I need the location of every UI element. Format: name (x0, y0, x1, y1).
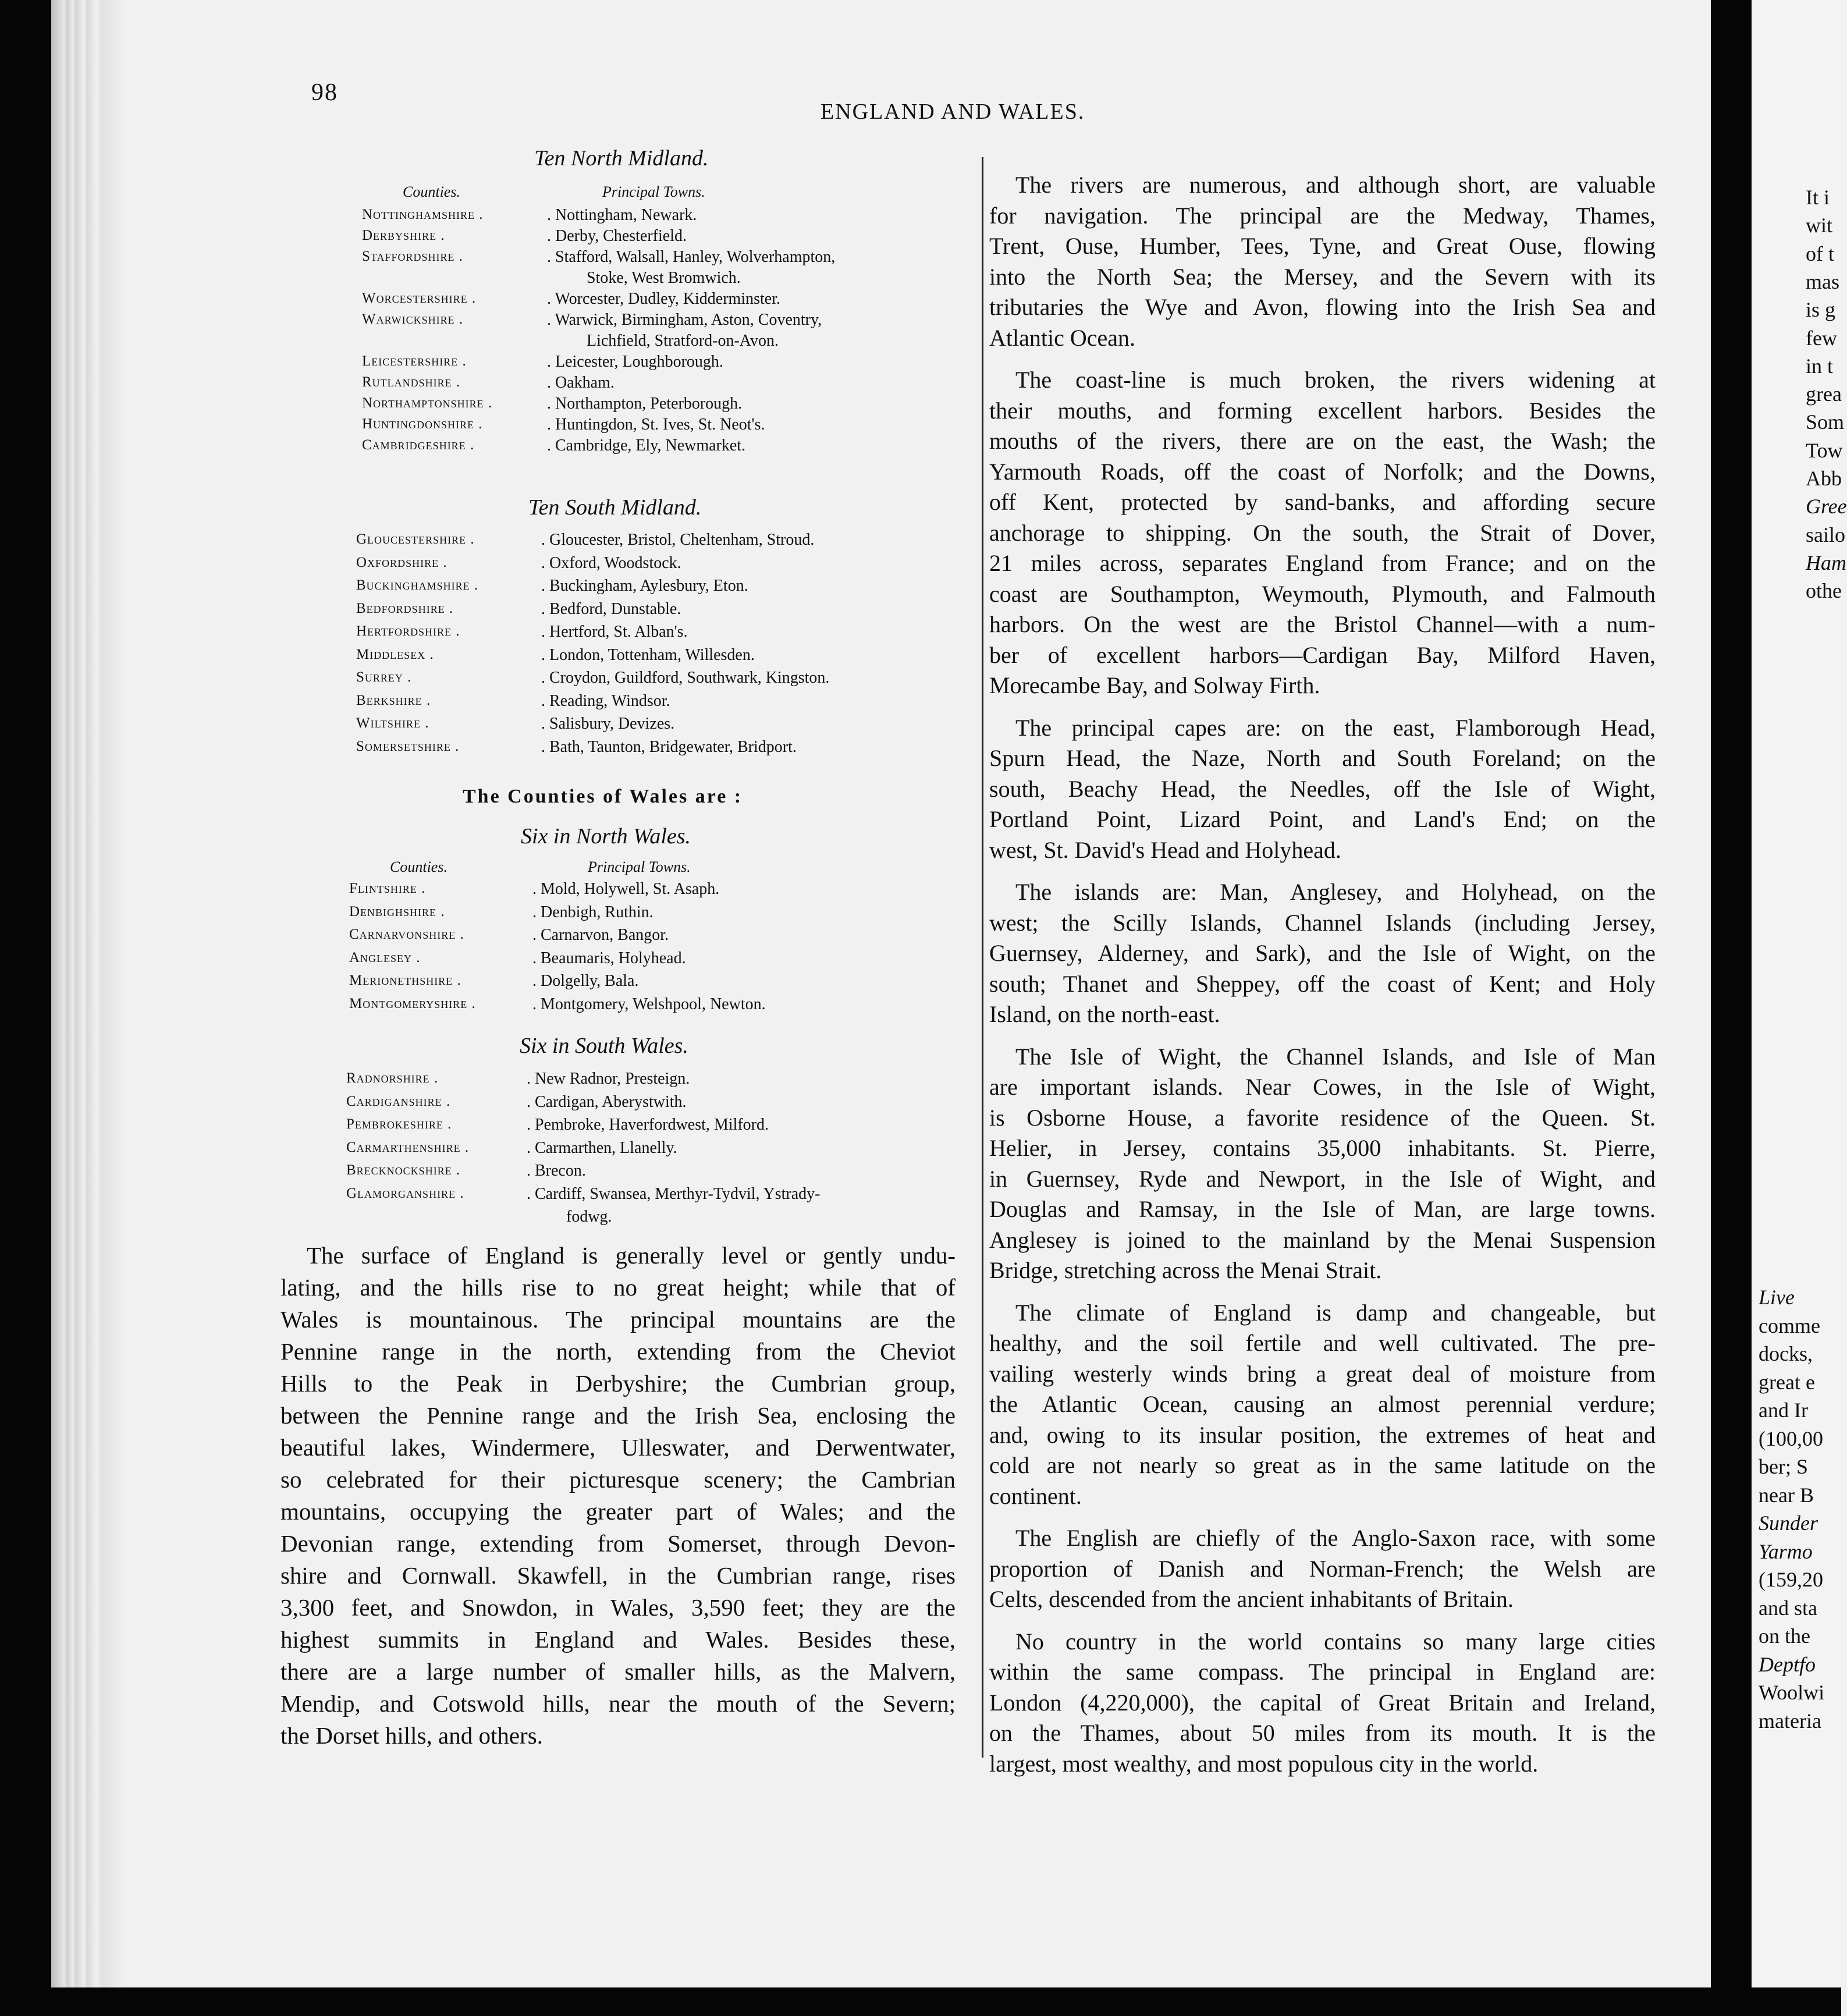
text-line: 21 miles across, separates England from France; and on the (989, 550, 1656, 576)
principal-towns: . Cardigan, Aberystwith. (527, 1092, 687, 1113)
english-race-paragraph (989, 1523, 1656, 1615)
county-name: Merionethshire . (349, 972, 461, 989)
text-line: Spurn Head, the Naze, North and South Foreland; on the (989, 745, 1656, 771)
county-name: Radnorshire . (346, 1070, 438, 1087)
surface-paragraph (280, 1240, 956, 1752)
principal-towns: . Croydon, Guildford, Southwark, Kingston. (541, 668, 829, 688)
county-name: Brecknockshire . (346, 1162, 460, 1179)
principal-towns: Lichfield, Stratford-on-Avon. (587, 332, 779, 350)
county-name: Derbyshire . (362, 228, 445, 244)
text-line: The English are chiefly of the Anglo-Saxon race, with some (1015, 1525, 1656, 1551)
text-line: coast are Southampton, Weymouth, Plymouth, and Falmouth (989, 580, 1656, 607)
south-wales-heading: Six in South Wales. (520, 1034, 688, 1058)
text-line: beautiful lakes, Windermere, Ulleswater, and Derwentwater, (280, 1434, 956, 1461)
surface-text (280, 1240, 956, 1752)
principal-towns: . Salisbury, Devizes. (541, 714, 674, 734)
next-page-fragment: materia (1759, 1709, 1821, 1733)
text-line: Bridge, stretching across the Menai Strait. (989, 1257, 1382, 1283)
climate-paragraph (989, 1298, 1656, 1512)
principal-towns: Stoke, West Bromwich. (587, 269, 741, 287)
towns-column-header: Principal Towns. (588, 858, 691, 875)
county-name: Gloucestershire . (356, 531, 475, 548)
principal-towns: . Cardiff, Swansea, Merthyr-Tydvil, Ystrady- (527, 1184, 820, 1205)
text-line: west; the Scilly Islands, Channel Islands (including Jersey, (989, 909, 1656, 936)
county-name: Carmarthenshire . (346, 1140, 469, 1156)
principal-towns: . Carnarvon, Bangor. (532, 925, 669, 946)
text-line: vailing westerly winds bring a great deal of moisture from (989, 1360, 1656, 1387)
principal-towns: . Cambridge, Ely, Newmarket. (547, 435, 745, 456)
next-page-text-top (1806, 185, 1847, 651)
text-line: The principal capes are: on the east, Flamborough Head, (1015, 714, 1656, 741)
text-line: ber of excellent harbors—Cardigan Bay, Milford Haven, (989, 641, 1656, 668)
next-page-fragment: in t (1806, 354, 1834, 378)
text-line: lating, and the hills rise to no great height; while that of (280, 1274, 956, 1301)
county-name: Bedfordshire . (356, 601, 453, 617)
text-line: Pennine range in the north, extending from the Cheviot (280, 1338, 956, 1365)
text-line: harbors. On the west are the Bristol Channel—with a num- (989, 611, 1656, 637)
next-page-fragment: Sunder (1759, 1511, 1818, 1535)
north-midland-heading: Ten North Midland. (534, 146, 709, 171)
county-name: Carnarvonshire . (349, 927, 464, 943)
page-edges-gutter (51, 0, 124, 1987)
text-line: The islands are: Man, Anglesey, and Holyhead, on the (1015, 879, 1656, 905)
rivers-paragraph (989, 170, 1656, 353)
wales-counties-heading: The Counties of Wales are : (463, 786, 743, 807)
text-line: is Osborne House, a favorite residence of the Queen. St. (989, 1104, 1656, 1131)
next-page-fragment: Tow (1806, 438, 1843, 462)
text-line: 3,300 feet, and Snowdon, in Wales, 3,590 feet; they are the (280, 1594, 956, 1621)
next-page-fragment: and sta (1759, 1596, 1817, 1620)
next-page-fragment: sailo (1806, 523, 1845, 546)
text-line: for navigation. The principal are the Medway, Thames, (989, 202, 1656, 229)
text-line: healthy, and the soil fertile and well cultivated. The pre- (989, 1330, 1656, 1356)
next-page-fragment: near B (1759, 1483, 1814, 1507)
county-name: Wiltshire . (356, 715, 429, 732)
county-name: Huntingdonshire . (362, 416, 483, 432)
next-page-text-bottom (1759, 1285, 1841, 1780)
next-page-fragment: Som (1806, 410, 1845, 434)
principal-towns: . Pembroke, Haverfordwest, Milford. (527, 1115, 769, 1135)
text-line: Celts, descended from the ancient inhabitants of Britain. (989, 1586, 1514, 1612)
capes-paragraph (989, 713, 1656, 866)
next-page-fragment: docks, (1759, 1342, 1813, 1365)
text-line: Helier, in Jersey, contains 35,000 inhabitants. St. Pierre, (989, 1135, 1656, 1161)
county-name: Hertfordshire . (356, 623, 460, 640)
scan-border-right (1711, 0, 1752, 2016)
text-line: Trent, Ouse, Humber, Tees, Tyne, and Great Ouse, flowing (989, 233, 1656, 259)
principal-towns: . Mold, Holywell, St. Asaph. (532, 879, 719, 900)
next-page-fragment: (100,00 (1759, 1426, 1823, 1450)
principal-towns: . Oxford, Woodstock. (541, 553, 681, 574)
text-line: the Dorset hills, and others. (280, 1722, 543, 1749)
next-page-fragment: Abb (1806, 467, 1842, 490)
north-wales-heading: Six in North Wales. (521, 824, 691, 849)
counties-column-header: Counties. (403, 183, 460, 200)
page-number: 98 (311, 79, 338, 106)
principal-towns: . Hertford, St. Alban's. (541, 622, 688, 643)
next-page-fragment: Woolwi (1759, 1681, 1825, 1704)
text-line: largest, most wealthy, and most populous city in the world. (989, 1750, 1539, 1777)
text-line: The climate of England is damp and changeable, but (1015, 1299, 1656, 1326)
text-line: so celebrated for their picturesque scenery; the Cambrian (280, 1466, 956, 1493)
principal-towns: . Montgomery, Welshpool, Newton. (532, 994, 766, 1015)
next-page-fragment: othe (1806, 579, 1842, 603)
county-name: Montgomeryshire . (349, 996, 476, 1012)
next-page-fragment: grea (1806, 382, 1842, 406)
text-line: mouths of the rivers, there are on the east, the Wash; the (989, 428, 1656, 454)
principal-towns: . Derby, Chesterfield. (547, 226, 687, 247)
cities-paragraph (989, 1627, 1656, 1780)
south-midland-heading: Ten South Midland. (528, 495, 702, 520)
text-line: Wales is mountainous. The principal mountains are the (280, 1306, 956, 1333)
principal-towns: . Stafford, Walsall, Hanley, Wolverhampton, (547, 247, 835, 268)
counties-column-header: Counties. (390, 858, 447, 875)
principal-towns: . London, Tottenham, Willesden. (541, 645, 755, 666)
principal-towns: . Bedford, Dunstable. (541, 599, 681, 620)
county-name: Anglesey . (349, 950, 421, 966)
text-line: anchorage to shipping. On the south, the Strait of Dover, (989, 519, 1656, 546)
text-line: the Atlantic Ocean, causing an almost perennial verdure; (989, 1391, 1656, 1417)
next-page-fragment: ber; S (1759, 1455, 1808, 1478)
principal-towns: . Dolgelly, Bala. (532, 971, 638, 992)
isle-of-wight-paragraph (989, 1042, 1656, 1286)
text-line: No country in the world contains so many large cities (1015, 1628, 1656, 1655)
principal-towns: . Brecon. (527, 1160, 586, 1181)
next-page-fragment: It i (1806, 186, 1830, 209)
text-line: The rivers are numerous, and although short, are valuable (1015, 172, 1656, 198)
county-name: Glamorganshire . (346, 1186, 464, 1202)
county-name: Leicestershire . (362, 353, 467, 370)
text-line: Guernsey, Alderney, and Sark), and the Isle of Wight, on the (989, 940, 1656, 966)
county-name: Buckinghamshire . (356, 577, 478, 594)
county-name: Berkshire . (356, 693, 431, 709)
text-line: London (4,220,000), the capital of Great Britain and Ireland, (989, 1689, 1656, 1716)
principal-towns: fodwg. (566, 1208, 612, 1226)
text-line: Yarmouth Roads, off the coast of Norfolk; and the Downs, (989, 458, 1656, 485)
county-name: Rutlandshire . (362, 374, 460, 391)
text-line: Mendip, and Cotswold hills, near the mouth of the Severn; (280, 1690, 956, 1717)
text-line: continent. (989, 1482, 1082, 1509)
next-page-fragment: Deptfo (1759, 1652, 1816, 1676)
principal-towns: . Gloucester, Bristol, Cheltenham, Stroud. (541, 530, 814, 551)
county-name: Worcestershire . (362, 290, 476, 307)
text-line: and, owing to its insular position, the extremes of heat and (989, 1421, 1656, 1448)
principal-towns: . Reading, Windsor. (541, 691, 670, 712)
scan-border-left (0, 0, 51, 2016)
right-column (989, 170, 1656, 1779)
text-line: there are a large number of smaller hills, as the Malvern, (280, 1658, 956, 1685)
principal-towns: . Bath, Taunton, Bridgewater, Bridport. (541, 737, 797, 758)
next-page-fragment: Yarmo (1759, 1539, 1813, 1563)
county-name: Cardiganshire . (346, 1094, 450, 1110)
next-page-fragment: wit (1806, 214, 1833, 237)
county-name: Somersetshire . (356, 739, 459, 755)
principal-towns: . Huntingdon, St. Ives, St. Neot's. (547, 414, 765, 435)
text-line: The coast-line is much broken, the rivers widening at (1015, 367, 1656, 393)
principal-towns: . Oakham. (547, 372, 615, 393)
towns-column-header: Principal Towns. (602, 183, 705, 200)
text-line: Island, on the north-east. (989, 1001, 1220, 1027)
county-name: Staffordshire . (362, 249, 463, 265)
text-line: south; Thanet and Sheppey, off the coast of Kent; and Holy (989, 970, 1656, 997)
principal-towns: . Buckingham, Aylesbury, Eton. (541, 576, 748, 597)
text-line: in Guernsey, Ryde and Newport, in the Isle of Wight, and (989, 1165, 1656, 1192)
next-page-fragment: (159,20 (1759, 1568, 1823, 1591)
county-name: Nottinghamshire . (362, 207, 484, 223)
text-line: are important islands. Near Cowes, in the Isle of Wight, (989, 1074, 1656, 1100)
principal-towns: . New Radnor, Presteign. (527, 1069, 690, 1089)
text-line: on the Thames, about 50 miles from its mouth. It is the (989, 1720, 1656, 1746)
principal-towns: . Northampton, Peterborough. (547, 393, 742, 414)
text-line: tributaries the Wye and Avon, flowing into the Irish Sea and (989, 294, 1656, 320)
text-line: into the North Sea; the Mersey, and the Severn with its (989, 263, 1656, 290)
county-name: Northamptonshire . (362, 395, 492, 411)
text-line: The Isle of Wight, the Channel Islands, and Isle of Man (1015, 1043, 1656, 1070)
next-page-fragment: Gree (1806, 495, 1847, 519)
text-line: off Kent, protected by sand-banks, and affording secure (989, 489, 1656, 515)
next-page-fragment: Live (1759, 1286, 1795, 1309)
text-line: Portland Point, Lizard Point, and Land's End; on the (989, 806, 1656, 832)
text-line: mountains, occupying the greater part of Wales; and the (280, 1498, 956, 1525)
principal-towns: . Worcester, Dudley, Kidderminster. (547, 289, 780, 310)
principal-towns: . Warwick, Birmingham, Aston, Coventry, (547, 310, 822, 331)
county-name: Warwickshire . (362, 311, 463, 328)
next-page-fragment: great e (1759, 1370, 1815, 1394)
next-page-fragment: mas (1806, 269, 1839, 293)
next-page-fragment: and Ir (1759, 1399, 1808, 1422)
next-page-fragment: on the (1759, 1624, 1810, 1648)
text-line: The surface of England is generally level or gently undu- (307, 1242, 956, 1269)
next-page-fragment: Ham (1806, 551, 1846, 574)
county-name: Middlesex . (356, 647, 434, 663)
text-line: proportion of Danish and Norman-French; the Welsh are (989, 1555, 1656, 1582)
text-line: Atlantic Ocean. (989, 324, 1135, 351)
county-name: Cambridgeshire . (362, 437, 474, 453)
text-line: west, St. David's Head and Holyhead. (989, 836, 1341, 863)
text-line: Morecambe Bay, and Solway Firth. (989, 672, 1320, 698)
text-line: within the same compass. The principal in England are: (989, 1659, 1656, 1685)
county-name: Oxfordshire . (356, 555, 447, 571)
principal-towns: . Beaumaris, Holyhead. (532, 948, 686, 969)
principal-towns: . Carmarthen, Llanelly. (527, 1138, 677, 1159)
county-name: Surrey . (356, 669, 411, 686)
text-line: highest summits in England and Wales. Besides these, (280, 1626, 956, 1653)
principal-towns: . Nottingham, Newark. (547, 205, 697, 226)
coast-line-paragraph (989, 365, 1656, 701)
text-line: Anglesey is joined to the mainland by the Menai Suspension (989, 1226, 1656, 1253)
text-line: south, Beachy Head, the Needles, off the Isle of Wight, (989, 775, 1656, 802)
county-name: Pembrokeshire . (346, 1116, 452, 1133)
text-line: Douglas and Ramsay, in the Isle of Man, are large towns. (989, 1196, 1656, 1222)
principal-towns: . Denbigh, Ruthin. (532, 902, 653, 923)
running-header: ENGLAND AND WALES. (821, 100, 1085, 124)
text-line: Hills to the Peak in Derbyshire; the Cumbrian group, (280, 1370, 956, 1397)
text-line: shire and Cornwall. Skawfell, in the Cumbrian range, rises (280, 1562, 956, 1589)
islands-paragraph (989, 877, 1656, 1030)
next-page-fragment: few (1806, 326, 1837, 350)
scan-border-bottom (0, 1987, 1841, 2016)
text-line: their mouths, and forming excellent harbors. Besides the (989, 397, 1656, 424)
next-page-fragment: of t (1806, 242, 1834, 265)
text-line: cold are not nearly so great as in the same latitude on the (989, 1452, 1656, 1478)
principal-towns: . Leicester, Loughborough. (547, 352, 723, 372)
text-line: Devonian range, extending from Somerset, through Devon- (280, 1530, 956, 1557)
column-divider (982, 157, 983, 1758)
county-name: Flintshire . (349, 881, 425, 897)
county-name: Denbighshire . (349, 904, 445, 920)
text-line: between the Pennine range and the Irish Sea, enclosing the (280, 1402, 956, 1429)
next-page-fragment: is g (1806, 298, 1836, 322)
next-page-fragment: comme (1759, 1314, 1820, 1337)
